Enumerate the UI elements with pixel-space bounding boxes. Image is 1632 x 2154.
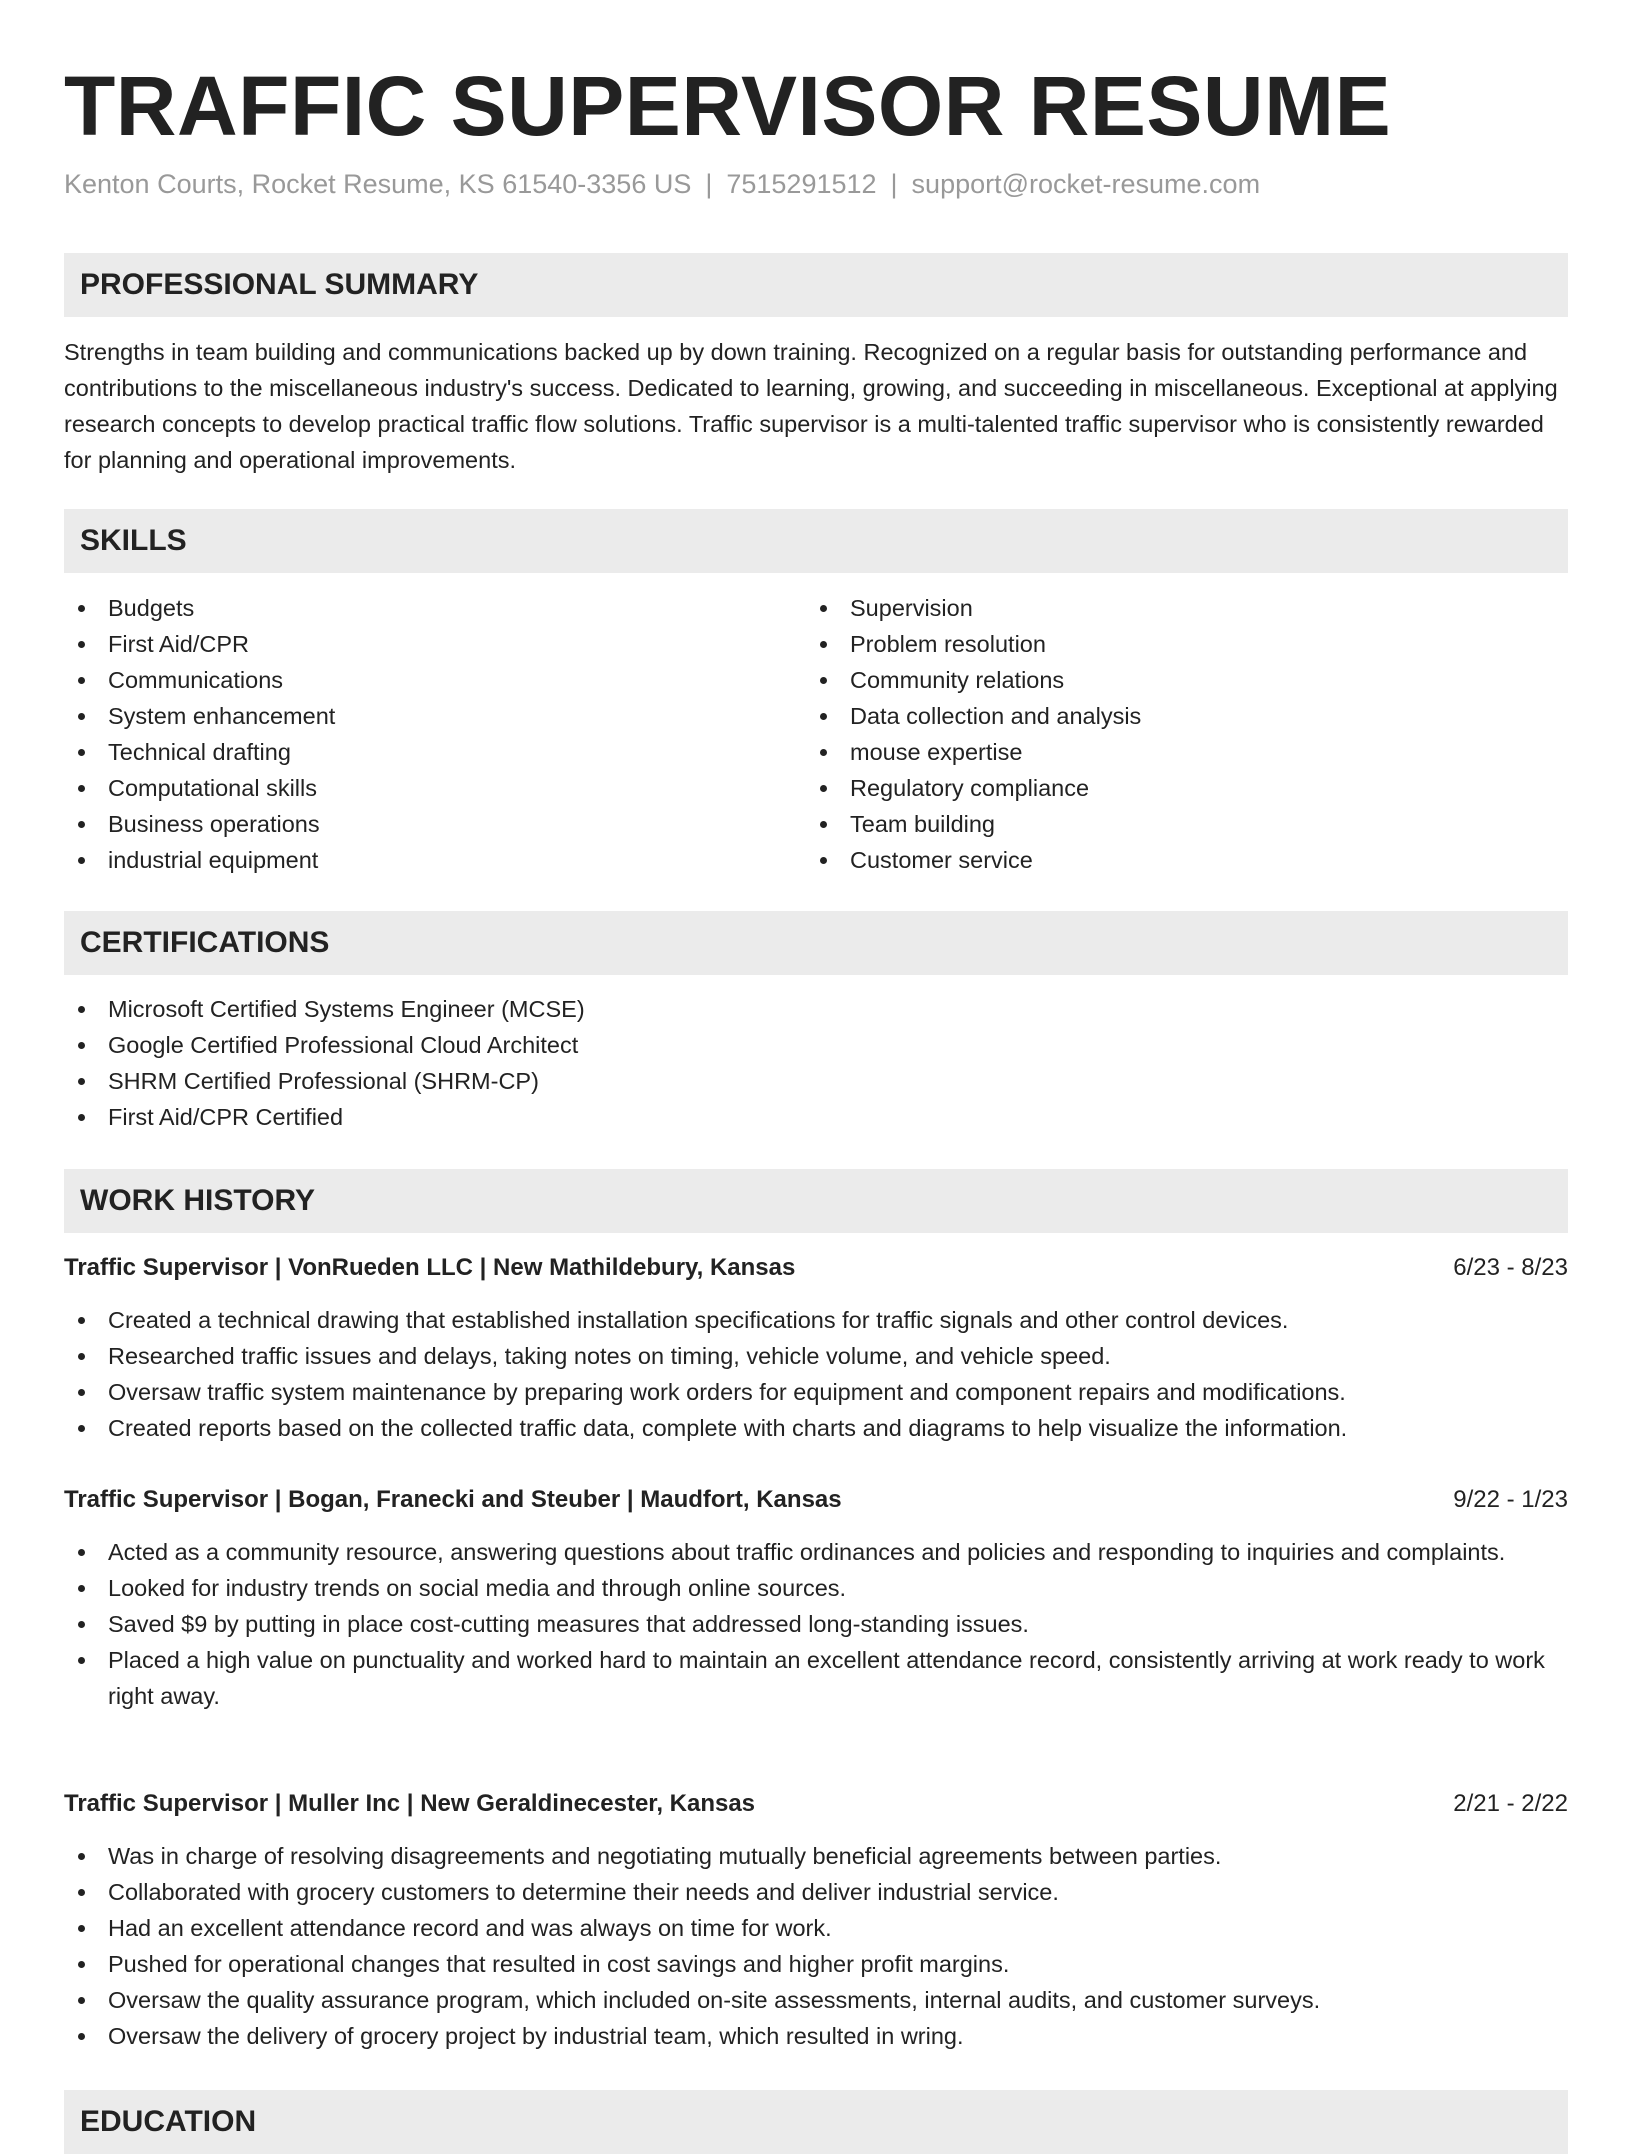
skill-item: Problem resolution [806, 626, 1566, 662]
job-header [64, 1482, 1568, 1518]
contact-line [64, 166, 1260, 202]
certification-item: First Aid/CPR Certified [64, 1099, 1568, 1135]
skill-item: Regulatory compliance [806, 770, 1566, 806]
email: support@rocket-resume.com [911, 169, 1261, 199]
skill-item: industrial equipment [64, 842, 784, 878]
section-heading-summary: PROFESSIONAL SUMMARY [64, 253, 1568, 317]
job-bullets [64, 1302, 1568, 1446]
job-bullet: Oversaw the delivery of grocery project by industrial team, which resulted in wring. [64, 2018, 1568, 2054]
resume-title: TRAFFIC SUPERVISOR RESUME [64, 59, 1392, 153]
summary-text: Strengths in team building and communications backed up by down training. Recognized on a regular basis for outstanding performance and contributions to the miscellaneous industry's success. Dedicated to learning, growing, and succeeding in miscellaneous. Exceptional at applying research concepts to develop practical traffic flow solutions. Traffic supervisor is a multi-talented traffic supervisor who is consistently rewarded for planning and operational improvements. [64, 339, 1558, 473]
skill-item: System enhancement [64, 698, 784, 734]
job-bullet: Oversaw the quality assurance program, which included on-site assessments, internal audits, and customer surveys. [64, 1982, 1568, 2018]
skills-list-right [806, 590, 1566, 878]
address: Kenton Courts, Rocket Resume, KS 61540-3356 US [64, 169, 692, 199]
job-bullet: Pushed for operational changes that resulted in cost savings and higher profit margins. [64, 1946, 1568, 1982]
skill-item: Business operations [64, 806, 784, 842]
skill-item: Customer service [806, 842, 1566, 878]
certification-item: Google Certified Professional Cloud Architect [64, 1027, 1568, 1063]
job-dates: 9/22 - 1/23 [1453, 1486, 1568, 1513]
skill-item: Team building [806, 806, 1566, 842]
job-bullet: Collaborated with grocery customers to determine their needs and deliver industrial service. [64, 1874, 1568, 1910]
job-dates: 6/23 - 8/23 [1453, 1254, 1568, 1281]
skill-item: Community relations [806, 662, 1566, 698]
section-heading-education: EDUCATION [64, 2090, 1568, 2154]
contact-separator: | [890, 169, 898, 199]
job-bullet: Was in charge of resolving disagreements and negotiating mutually beneficial agreements between parties. [64, 1838, 1568, 1874]
job-bullet: Created reports based on the collected traffic data, complete with charts and diagrams to help visualize the information. [64, 1410, 1568, 1446]
job-bullet: Oversaw traffic system maintenance by preparing work orders for equipment and component repairs and modifications. [64, 1374, 1568, 1410]
job-bullets [64, 1838, 1568, 2054]
section-heading-certifications: CERTIFICATIONS [64, 911, 1568, 975]
job-header [64, 1250, 1568, 1286]
phone: 7515291512 [726, 169, 877, 199]
job-bullet: Researched traffic issues and delays, taking notes on timing, vehicle volume, and vehicle speed. [64, 1338, 1568, 1374]
job-bullet: Saved $9 by putting in place cost-cutting measures that addressed long-standing issues. [64, 1606, 1568, 1642]
skill-item: Budgets [64, 590, 784, 626]
job-title: Traffic Supervisor | Muller Inc | New Geraldinecester, Kansas [64, 1790, 756, 1817]
skill-item: First Aid/CPR [64, 626, 784, 662]
job-bullet: Placed a high value on punctuality and worked hard to maintain an excellent attendance record, consistently arriving at work ready to work right away. [64, 1642, 1568, 1714]
skill-item: Communications [64, 662, 784, 698]
section-heading-work-history: WORK HISTORY [64, 1169, 1568, 1233]
job-bullet: Acted as a community resource, answering questions about traffic ordinances and policies and responding to inquiries and complaints. [64, 1534, 1568, 1570]
certification-item: SHRM Certified Professional (SHRM-CP) [64, 1063, 1568, 1099]
job-bullet: Had an excellent attendance record and was always on time for work. [64, 1910, 1568, 1946]
skill-item: Technical drafting [64, 734, 784, 770]
job-bullet: Looked for industry trends on social media and through online sources. [64, 1570, 1568, 1606]
certifications-list [64, 991, 1568, 1135]
job-title: Traffic Supervisor | VonRueden LLC | New Mathildebury, Kansas [64, 1254, 796, 1281]
job-dates: 2/21 - 2/22 [1453, 1790, 1568, 1817]
certification-item: Microsoft Certified Systems Engineer (MCSE) [64, 991, 1568, 1027]
job-bullet: Created a technical drawing that established installation specifications for traffic signals and other control devices. [64, 1302, 1568, 1338]
job-header [64, 1786, 1568, 1822]
skill-item: Supervision [806, 590, 1566, 626]
skill-item: Computational skills [64, 770, 784, 806]
job-bullets [64, 1534, 1568, 1714]
skill-item: Data collection and analysis [806, 698, 1566, 734]
job-title: Traffic Supervisor | Bogan, Franecki and Steuber | Maudfort, Kansas [64, 1486, 842, 1513]
skill-item: mouse expertise [806, 734, 1566, 770]
section-heading-skills: SKILLS [64, 509, 1568, 573]
skills-list-left [64, 590, 784, 878]
contact-separator: | [705, 169, 713, 199]
